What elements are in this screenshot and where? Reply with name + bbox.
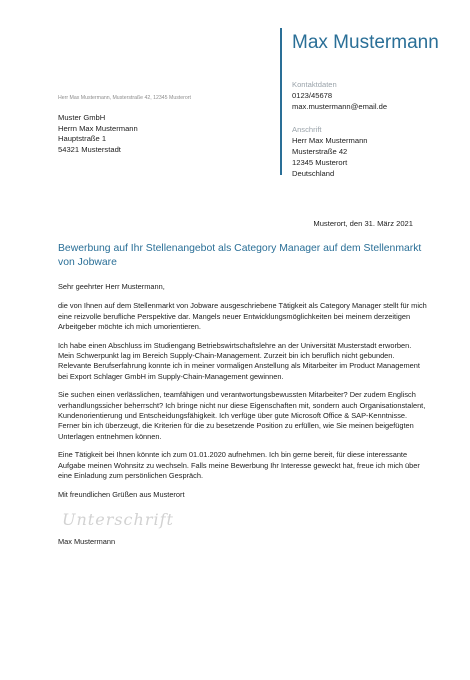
recipient-line: Muster GmbH bbox=[58, 113, 106, 122]
accent-divider bbox=[280, 28, 282, 175]
sender-return-line: Herr Max Mustermann, Musterstraße 42, 12345 Musterort bbox=[58, 95, 191, 101]
phone-number: 0123/45678 bbox=[292, 91, 333, 100]
body-paragraph: Sie suchen einen verlässlichen, teamfähigen und verantwortungsbewussten Mitarbeiter? Der zudem Englisch verhandlungssicher beherrscht? Ich bringe nicht nur diese Eigenschaften mit, sondern auch Organisationstalent, Kundenorientierung und Entscheidungsfähigkeit. Ich verfüge über gute Microsoft Office & SAP-Kenntnisse. Ferner bin ich überzeugt, die Kriterien für die zu besetzende Position zu erfüllen, wie Sie meinen beigefügten Unterlagen entnehmen können. bbox=[58, 390, 426, 441]
closing: Mit freundlichen Grüßen aus Musterort bbox=[58, 489, 185, 499]
recipient-line: Herrn Max Mustermann bbox=[58, 123, 138, 133]
salutation: Sehr geehrter Herr Mustermann, bbox=[58, 282, 165, 291]
address-line: Deutschland bbox=[292, 169, 335, 178]
letter-subject: Bewerbung auf Ihr Stellenangebot als Category Manager auf dem Stellenmarkt von Jobware bbox=[58, 243, 422, 268]
recipient-line: 54321 Musterstadt bbox=[58, 144, 121, 154]
address-line: Herr Max Mustermann bbox=[292, 136, 368, 145]
recipient-line: Hauptstraße 1 bbox=[58, 134, 107, 143]
letter-body bbox=[58, 282, 428, 508]
letter-date: Musterort, den 31. März 2021 bbox=[313, 219, 413, 228]
address-line: Musterstraße 42 bbox=[292, 147, 348, 156]
body-paragraph: Eine Tätigkeit bei Ihnen könnte ich zum 01.01.2020 aufnehmen. Ich bin gerne bereit, für diese interessante Aufgabe meinen Wohnsitz zu wechseln. Falls meine Bewerbung Ihr Interesse geweckt hat, freue ich mich über eine Einladung zum persönlichen Gespräch. bbox=[58, 450, 420, 481]
contact-label: Kontaktdaten bbox=[292, 80, 337, 89]
address-line: 12345 Musterort bbox=[292, 158, 348, 167]
header-name: Max Mustermann bbox=[292, 32, 439, 53]
contact-block bbox=[292, 79, 387, 112]
body-paragraph: die von Ihnen auf dem Stellenmarkt von Jobware ausgeschriebene Tätigkeit als Category Manager stellt für mich eine reizvolle berufliche Perspektive dar. Mangels neuer Entwicklungsmöglichkeiten bei meinem derzeitigen Arbeitgeber möchte ich mich umorientieren. bbox=[58, 301, 427, 332]
body-paragraph: Ich habe einen Abschluss im Studiengang Betriebswirtschaftslehre an der Universität Musterstadt erworben. Mein Schwerpunkt lag im Bereich Supply-Chain-Management. Zurzeit bin ich beruflich nicht gebunden. Relevante Berufserfahrung konnte ich in meiner vormaligen Anstellung als Mitarbeiter im Product Management bei Export Schlager GmbH im Supply-Chain-Management gewinnen. bbox=[58, 340, 420, 381]
address-label: Anschrift bbox=[292, 125, 322, 134]
signature-image: Unterschrift bbox=[62, 510, 174, 529]
address-block bbox=[292, 124, 368, 179]
email-address: max.mustermann@email.de bbox=[292, 102, 388, 111]
recipient-block bbox=[58, 113, 138, 155]
signer-name: Max Mustermann bbox=[58, 537, 116, 546]
